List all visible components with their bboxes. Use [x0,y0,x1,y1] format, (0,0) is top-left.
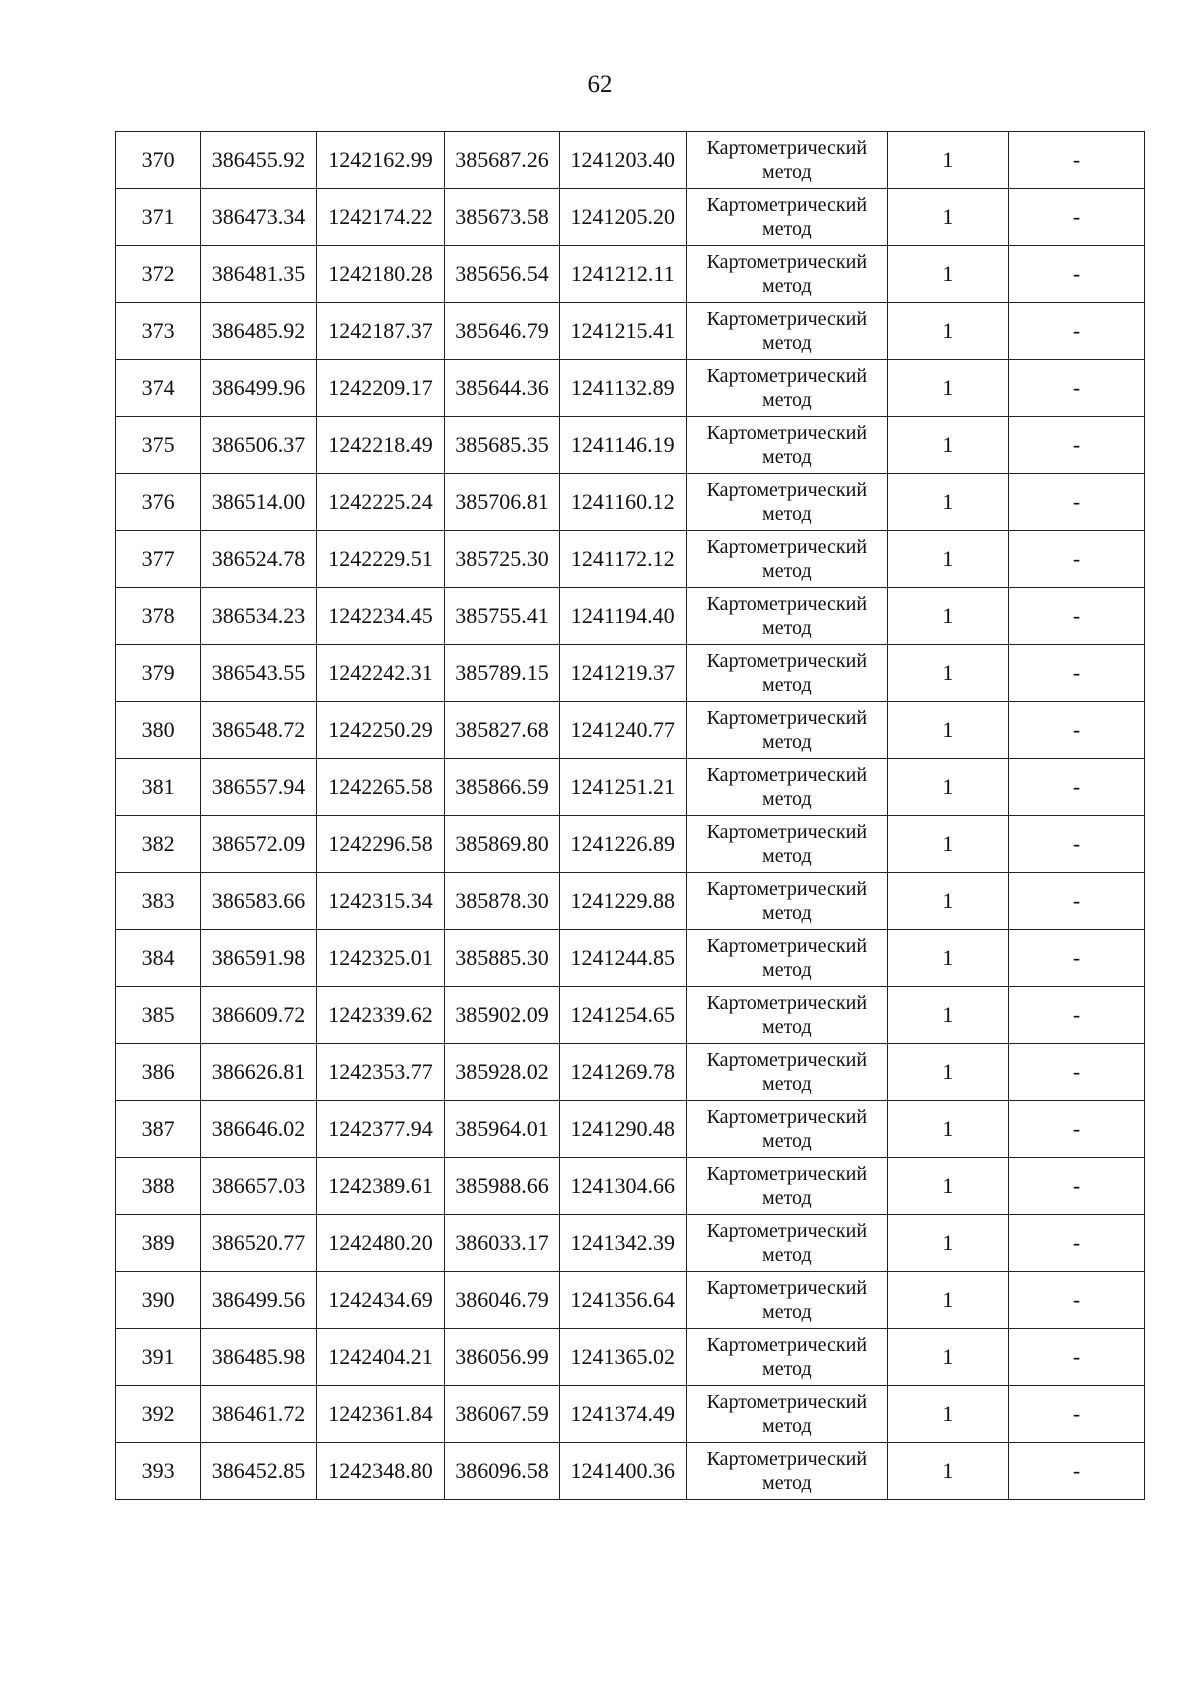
y1-coordinate-cell: 1242180.28 [316,246,445,303]
x1-coordinate-cell: 386499.56 [201,1272,316,1329]
method-text-line2: метод [762,1301,812,1323]
x1-coordinate-cell: 386524.78 [201,531,316,588]
method-text-line2: метод [762,845,812,867]
y1-coordinate-cell: 1242339.62 [316,987,445,1044]
point-number-cell: 372 [116,246,201,303]
table-row [116,1044,1145,1101]
point-number-cell: 381 [116,759,201,816]
table-row [116,1443,1145,1500]
precision-cell: 1 [887,474,1008,531]
table-row [116,873,1145,930]
y1-coordinate-cell: 1242174.22 [316,189,445,246]
x2-coordinate-cell: 385885.30 [445,930,559,987]
note-cell: - [1009,1272,1145,1329]
method-cell [686,702,887,759]
method-text-line1: Картометрический [706,650,868,672]
y1-coordinate-cell: 1242480.20 [316,1215,445,1272]
x1-coordinate-cell: 386485.92 [201,303,316,360]
x2-coordinate-cell: 385646.79 [445,303,559,360]
y2-coordinate-cell: 1241342.39 [559,1215,686,1272]
y2-coordinate-cell: 1241172.12 [559,531,686,588]
note-cell: - [1009,417,1145,474]
precision-cell: 1 [887,1329,1008,1386]
method-text-line2: метод [762,1472,812,1494]
method-cell [686,1272,887,1329]
table-row [116,702,1145,759]
method-text-line1: Картометрический [706,1220,868,1242]
precision-cell: 1 [887,1158,1008,1215]
y1-coordinate-cell: 1242218.49 [316,417,445,474]
y2-coordinate-cell: 1241365.02 [559,1329,686,1386]
point-number-cell: 371 [116,189,201,246]
table-row [116,360,1145,417]
method-text-line2: метод [762,902,812,924]
table-row [116,759,1145,816]
method-text-line1: Картометрический [706,707,868,729]
method-cell [686,759,887,816]
note-cell: - [1009,1443,1145,1500]
x2-coordinate-cell: 386046.79 [445,1272,559,1329]
precision-cell: 1 [887,702,1008,759]
x1-coordinate-cell: 386583.66 [201,873,316,930]
x2-coordinate-cell: 385878.30 [445,873,559,930]
x1-coordinate-cell: 386485.98 [201,1329,316,1386]
note-cell: - [1009,1386,1145,1443]
method-cell [686,1329,887,1386]
table-row [116,1329,1145,1386]
method-text-line1: Картометрический [706,1334,868,1356]
method-cell [686,930,887,987]
y1-coordinate-cell: 1242229.51 [316,531,445,588]
x1-coordinate-cell: 386548.72 [201,702,316,759]
precision-cell: 1 [887,816,1008,873]
y1-coordinate-cell: 1242353.77 [316,1044,445,1101]
table-row [116,987,1145,1044]
method-text-line1: Картометрический [706,1391,868,1413]
method-cell [686,987,887,1044]
x2-coordinate-cell: 385964.01 [445,1101,559,1158]
precision-cell: 1 [887,930,1008,987]
method-cell [686,816,887,873]
point-number-cell: 373 [116,303,201,360]
precision-cell: 1 [887,873,1008,930]
note-cell: - [1009,930,1145,987]
x1-coordinate-cell: 386473.34 [201,189,316,246]
y1-coordinate-cell: 1242187.37 [316,303,445,360]
x2-coordinate-cell: 385673.58 [445,189,559,246]
point-number-cell: 380 [116,702,201,759]
method-text-line1: Картометрический [706,821,868,843]
y2-coordinate-cell: 1241269.78 [559,1044,686,1101]
x2-coordinate-cell: 386056.99 [445,1329,559,1386]
method-cell [686,1443,887,1500]
method-cell [686,1215,887,1272]
point-number-cell: 375 [116,417,201,474]
method-text-line1: Картометрический [706,593,868,615]
note-cell: - [1009,759,1145,816]
y1-coordinate-cell: 1242404.21 [316,1329,445,1386]
point-number-cell: 376 [116,474,201,531]
x2-coordinate-cell: 385902.09 [445,987,559,1044]
x2-coordinate-cell: 385644.36 [445,360,559,417]
note-cell: - [1009,303,1145,360]
table-row [116,132,1145,189]
precision-cell: 1 [887,246,1008,303]
y1-coordinate-cell: 1242225.24 [316,474,445,531]
precision-cell: 1 [887,588,1008,645]
x2-coordinate-cell: 386096.58 [445,1443,559,1500]
method-cell [686,360,887,417]
method-text-line2: метод [762,218,812,240]
note-cell: - [1009,1158,1145,1215]
y1-coordinate-cell: 1242265.58 [316,759,445,816]
method-cell [686,531,887,588]
x1-coordinate-cell: 386646.02 [201,1101,316,1158]
method-cell [686,1101,887,1158]
precision-cell: 1 [887,360,1008,417]
method-cell [686,474,887,531]
point-number-cell: 384 [116,930,201,987]
y2-coordinate-cell: 1241400.36 [559,1443,686,1500]
y1-coordinate-cell: 1242377.94 [316,1101,445,1158]
precision-cell: 1 [887,417,1008,474]
precision-cell: 1 [887,987,1008,1044]
table-row [116,303,1145,360]
note-cell: - [1009,702,1145,759]
y1-coordinate-cell: 1242296.58 [316,816,445,873]
method-text-line1: Картометрический [706,1163,868,1185]
note-cell: - [1009,645,1145,702]
note-cell: - [1009,1215,1145,1272]
y2-coordinate-cell: 1241212.11 [559,246,686,303]
point-number-cell: 378 [116,588,201,645]
table-row [116,1158,1145,1215]
table-row [116,531,1145,588]
note-cell: - [1009,132,1145,189]
note-cell: - [1009,588,1145,645]
method-text-line2: метод [762,332,812,354]
y2-coordinate-cell: 1241374.49 [559,1386,686,1443]
table-row [116,816,1145,873]
x1-coordinate-cell: 386499.96 [201,360,316,417]
x2-coordinate-cell: 385827.68 [445,702,559,759]
y2-coordinate-cell: 1241290.48 [559,1101,686,1158]
point-number-cell: 387 [116,1101,201,1158]
y1-coordinate-cell: 1242325.01 [316,930,445,987]
y2-coordinate-cell: 1241251.21 [559,759,686,816]
point-number-cell: 393 [116,1443,201,1500]
method-cell [686,873,887,930]
note-cell: - [1009,816,1145,873]
method-text-line2: метод [762,1244,812,1266]
method-text-line2: метод [762,788,812,810]
table-row [116,1215,1145,1272]
precision-cell: 1 [887,645,1008,702]
y2-coordinate-cell: 1241219.37 [559,645,686,702]
table-row [116,645,1145,702]
x1-coordinate-cell: 386591.98 [201,930,316,987]
table-row [116,588,1145,645]
precision-cell: 1 [887,1443,1008,1500]
method-text-line2: метод [762,1358,812,1380]
method-text-line2: метод [762,674,812,696]
x1-coordinate-cell: 386455.92 [201,132,316,189]
table-row [116,417,1145,474]
method-cell [686,588,887,645]
point-number-cell: 388 [116,1158,201,1215]
note-cell: - [1009,1101,1145,1158]
y2-coordinate-cell: 1241194.40 [559,588,686,645]
table-row [116,1101,1145,1158]
point-number-cell: 389 [116,1215,201,1272]
y2-coordinate-cell: 1241160.12 [559,474,686,531]
x2-coordinate-cell: 385685.35 [445,417,559,474]
point-number-cell: 386 [116,1044,201,1101]
method-text-line1: Картометрический [706,935,868,957]
precision-cell: 1 [887,303,1008,360]
method-text-line1: Картометрический [706,1448,868,1470]
point-number-cell: 391 [116,1329,201,1386]
method-text-line1: Картометрический [706,1277,868,1299]
method-text-line1: Картометрический [706,194,868,216]
x2-coordinate-cell: 385866.59 [445,759,559,816]
method-cell [686,645,887,702]
x1-coordinate-cell: 386534.23 [201,588,316,645]
x1-coordinate-cell: 386461.72 [201,1386,316,1443]
method-text-line1: Картометрический [706,365,868,387]
point-number-cell: 385 [116,987,201,1044]
method-cell [686,303,887,360]
point-number-cell: 390 [116,1272,201,1329]
page-number: 62 [587,71,613,98]
x2-coordinate-cell: 385988.66 [445,1158,559,1215]
method-text-line1: Картометрический [706,764,868,786]
y2-coordinate-cell: 1241226.89 [559,816,686,873]
note-cell: - [1009,189,1145,246]
method-text-line1: Картометрический [706,422,868,444]
point-number-cell: 374 [116,360,201,417]
y1-coordinate-cell: 1242434.69 [316,1272,445,1329]
method-text-line1: Картометрический [706,251,868,273]
table-body [116,132,1145,1500]
precision-cell: 1 [887,132,1008,189]
x2-coordinate-cell: 385656.54 [445,246,559,303]
point-number-cell: 382 [116,816,201,873]
method-text-line2: метод [762,161,812,183]
x1-coordinate-cell: 386481.35 [201,246,316,303]
precision-cell: 1 [887,189,1008,246]
y2-coordinate-cell: 1241356.64 [559,1272,686,1329]
x1-coordinate-cell: 386626.81 [201,1044,316,1101]
table-row [116,1386,1145,1443]
x2-coordinate-cell: 385706.81 [445,474,559,531]
y2-coordinate-cell: 1241146.19 [559,417,686,474]
y2-coordinate-cell: 1241254.65 [559,987,686,1044]
method-cell [686,132,887,189]
note-cell: - [1009,1044,1145,1101]
table-row [116,189,1145,246]
method-cell [686,1386,887,1443]
y1-coordinate-cell: 1242348.80 [316,1443,445,1500]
method-text-line1: Картометрический [706,1049,868,1071]
method-text-line2: метод [762,1016,812,1038]
method-text-line1: Картометрический [706,992,868,1014]
method-text-line2: метод [762,275,812,297]
method-text-line1: Картометрический [706,878,868,900]
y1-coordinate-cell: 1242162.99 [316,132,445,189]
y2-coordinate-cell: 1241132.89 [559,360,686,417]
x2-coordinate-cell: 385928.02 [445,1044,559,1101]
precision-cell: 1 [887,1101,1008,1158]
precision-cell: 1 [887,531,1008,588]
y2-coordinate-cell: 1241203.40 [559,132,686,189]
point-number-cell: 377 [116,531,201,588]
table-row [116,930,1145,987]
y1-coordinate-cell: 1242242.31 [316,645,445,702]
point-number-cell: 370 [116,132,201,189]
point-number-cell: 379 [116,645,201,702]
table-row [116,474,1145,531]
coordinates-table [115,131,1145,1500]
method-cell [686,246,887,303]
x1-coordinate-cell: 386609.72 [201,987,316,1044]
note-cell: - [1009,987,1145,1044]
method-text-line2: метод [762,446,812,468]
table-row [116,1272,1145,1329]
method-text-line2: метод [762,389,812,411]
method-cell [686,1044,887,1101]
method-text-line2: метод [762,503,812,525]
x2-coordinate-cell: 386067.59 [445,1386,559,1443]
method-text-line2: метод [762,617,812,639]
method-text-line2: метод [762,560,812,582]
point-number-cell: 392 [116,1386,201,1443]
x2-coordinate-cell: 385725.30 [445,531,559,588]
note-cell: - [1009,474,1145,531]
note-cell: - [1009,246,1145,303]
note-cell: - [1009,1329,1145,1386]
note-cell: - [1009,531,1145,588]
x1-coordinate-cell: 386520.77 [201,1215,316,1272]
y2-coordinate-cell: 1241244.85 [559,930,686,987]
table-row [116,246,1145,303]
method-text-line2: метод [762,959,812,981]
x1-coordinate-cell: 386572.09 [201,816,316,873]
y1-coordinate-cell: 1242250.29 [316,702,445,759]
method-text-line1: Картометрический [706,536,868,558]
x1-coordinate-cell: 386543.55 [201,645,316,702]
method-cell [686,417,887,474]
method-text-line2: метод [762,731,812,753]
method-text-line1: Картометрический [706,137,868,159]
x2-coordinate-cell: 385869.80 [445,816,559,873]
x1-coordinate-cell: 386514.00 [201,474,316,531]
point-number-cell: 383 [116,873,201,930]
method-cell [686,1158,887,1215]
x1-coordinate-cell: 386452.85 [201,1443,316,1500]
y1-coordinate-cell: 1242361.84 [316,1386,445,1443]
note-cell: - [1009,360,1145,417]
x2-coordinate-cell: 385755.41 [445,588,559,645]
y2-coordinate-cell: 1241229.88 [559,873,686,930]
x2-coordinate-cell: 385687.26 [445,132,559,189]
method-text-line1: Картометрический [706,479,868,501]
x2-coordinate-cell: 386033.17 [445,1215,559,1272]
method-text-line1: Картометрический [706,308,868,330]
method-cell [686,189,887,246]
x1-coordinate-cell: 386657.03 [201,1158,316,1215]
x1-coordinate-cell: 386506.37 [201,417,316,474]
precision-cell: 1 [887,1215,1008,1272]
x2-coordinate-cell: 385789.15 [445,645,559,702]
y2-coordinate-cell: 1241304.66 [559,1158,686,1215]
method-text-line2: метод [762,1073,812,1095]
y1-coordinate-cell: 1242234.45 [316,588,445,645]
method-text-line2: метод [762,1130,812,1152]
precision-cell: 1 [887,1386,1008,1443]
y2-coordinate-cell: 1241240.77 [559,702,686,759]
y1-coordinate-cell: 1242315.34 [316,873,445,930]
precision-cell: 1 [887,1044,1008,1101]
precision-cell: 1 [887,1272,1008,1329]
note-cell: - [1009,873,1145,930]
y2-coordinate-cell: 1241215.41 [559,303,686,360]
y2-coordinate-cell: 1241205.20 [559,189,686,246]
y1-coordinate-cell: 1242389.61 [316,1158,445,1215]
method-text-line2: метод [762,1187,812,1209]
precision-cell: 1 [887,759,1008,816]
x1-coordinate-cell: 386557.94 [201,759,316,816]
y1-coordinate-cell: 1242209.17 [316,360,445,417]
method-text-line2: метод [762,1415,812,1437]
method-text-line1: Картометрический [706,1106,868,1128]
